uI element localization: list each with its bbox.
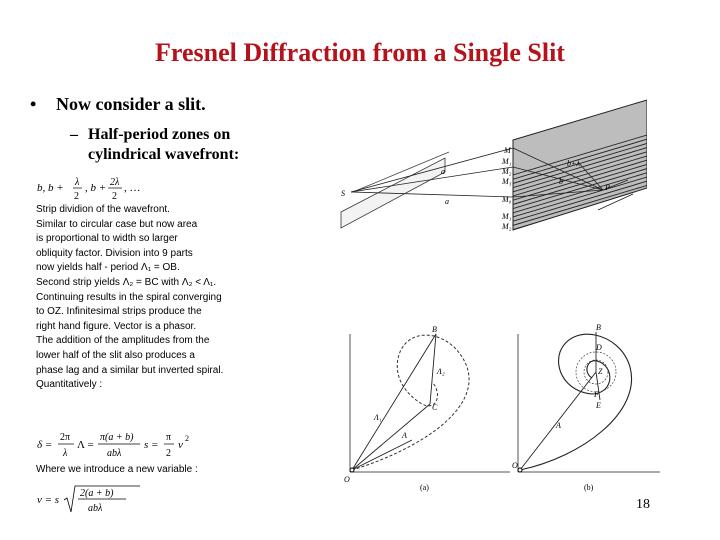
svg-text:2π: 2π xyxy=(60,432,71,443)
svg-text:2λ: 2λ xyxy=(110,177,120,188)
label-M3: M₃ xyxy=(502,177,512,186)
sub-bullet-line2: cylindrical wavefront: xyxy=(88,146,240,163)
svg-text:π(a + b): π(a + b) xyxy=(100,432,134,443)
svg-text:λ: λ xyxy=(63,448,68,459)
caption-b: (b) xyxy=(584,483,594,492)
label-P: P xyxy=(605,183,610,192)
zone-stripe xyxy=(513,223,647,242)
zone-stripe xyxy=(513,240,647,242)
label-M: M xyxy=(504,146,511,155)
note-line: Continuing results in the spiral converging xyxy=(36,291,222,303)
svg-text:v: v xyxy=(178,439,183,451)
svg-text:2(a + b): 2(a + b) xyxy=(80,488,114,499)
label-O: O xyxy=(512,461,518,470)
label-B: B xyxy=(596,323,601,332)
spiral-curve xyxy=(520,334,632,470)
label-Z: Z xyxy=(598,367,603,376)
label-L1: Λ₁ xyxy=(374,413,382,422)
zone-strips xyxy=(513,100,647,230)
label-a-bottom: a xyxy=(445,197,449,206)
svg-text:v = s: v = s xyxy=(37,494,60,506)
label-M2: M₂ xyxy=(502,167,512,176)
zone-stripe xyxy=(513,232,647,242)
svg-text:Λ =: Λ = xyxy=(77,439,94,451)
label-M0: M₀ xyxy=(502,195,512,204)
label-D: D xyxy=(596,343,602,352)
svg-text:λ: λ xyxy=(75,177,80,188)
label-A: A xyxy=(556,421,561,430)
where-line: Where we introduce a new variable : xyxy=(36,464,198,475)
slit-zone-diagram xyxy=(333,92,647,242)
note-line: lower half of the slit also produces a xyxy=(36,349,195,361)
zone-stripe xyxy=(513,227,647,242)
svg-text:π: π xyxy=(166,432,172,443)
note-line: Similar to circular case but now area xyxy=(36,218,198,230)
svg-text:abλ: abλ xyxy=(88,503,103,514)
svg-text:2: 2 xyxy=(185,434,189,443)
spiral-curve xyxy=(352,335,469,470)
note-line: right hand figure. Vector is a phasor. xyxy=(36,320,197,332)
page-number: 18 xyxy=(636,497,650,512)
sub-bullet-line1: Half-period zones on xyxy=(88,126,231,143)
sub-bullet xyxy=(70,125,239,165)
svg-text:, …: , … xyxy=(124,182,141,194)
note-line: obliquity factor. Division into 9 parts xyxy=(36,247,193,259)
note-line: to OZ. Infinitesimal strips produce the xyxy=(36,306,202,318)
bullet-dot-icon: • xyxy=(30,94,37,114)
cornu-spiral-b xyxy=(512,322,662,492)
svg-text:b, b +: b, b + xyxy=(37,182,64,194)
label-a-top: a xyxy=(441,167,445,176)
label-b-plus: b+λ xyxy=(567,159,580,168)
label-A: A xyxy=(402,431,407,440)
note-line: Strip dividion of the wavefront. xyxy=(36,204,170,215)
bullet-text: Now consider a slit. xyxy=(56,94,206,114)
label-L2: Λ₂ xyxy=(437,367,445,376)
label-O: O xyxy=(344,475,350,484)
slide-title: Fresnel Diffraction from a Single Slit xyxy=(155,38,565,67)
caption-a: (a) xyxy=(420,483,429,492)
formula-v xyxy=(36,483,156,517)
cornu-spiral-a xyxy=(342,322,512,492)
svg-text:δ =: δ = xyxy=(37,439,53,451)
note-line: The addition of the amplitudes from the xyxy=(36,335,210,347)
label-E: E xyxy=(596,401,601,410)
label-b: b xyxy=(559,177,563,186)
formula-delta xyxy=(36,428,236,462)
note-line: now yields half - period Λ₁ = OB. xyxy=(36,262,180,274)
note-line: Second strip yields Λ₂ = BC with Λ₂ < Λ₁. xyxy=(36,276,217,288)
svg-text:2: 2 xyxy=(166,448,171,459)
label-S: S xyxy=(341,189,345,198)
svg-text:2: 2 xyxy=(74,191,79,202)
svg-text:abλ: abλ xyxy=(107,448,122,459)
label-B: B xyxy=(432,325,437,334)
label-F: F xyxy=(594,390,599,399)
label-C: C xyxy=(432,403,438,412)
label-M1p: M₁' xyxy=(502,212,514,221)
note-line: Quantitatively : xyxy=(36,379,103,391)
label-M2p: M₂' xyxy=(502,222,514,231)
label-M1: M₁ xyxy=(502,157,512,166)
svg-text:s =: s = xyxy=(144,439,159,451)
zone-stripe xyxy=(513,236,647,242)
note-line: phase lag and a similar but inverted spiral. xyxy=(36,364,224,376)
note-line: is proportional to width so larger xyxy=(36,233,178,245)
formula-zones xyxy=(36,176,146,202)
svg-text:, b +: , b + xyxy=(85,182,107,194)
notes-text xyxy=(36,203,256,393)
bullet-slit xyxy=(30,94,206,115)
svg-text:2: 2 xyxy=(112,191,117,202)
dash-icon: – xyxy=(70,126,78,143)
